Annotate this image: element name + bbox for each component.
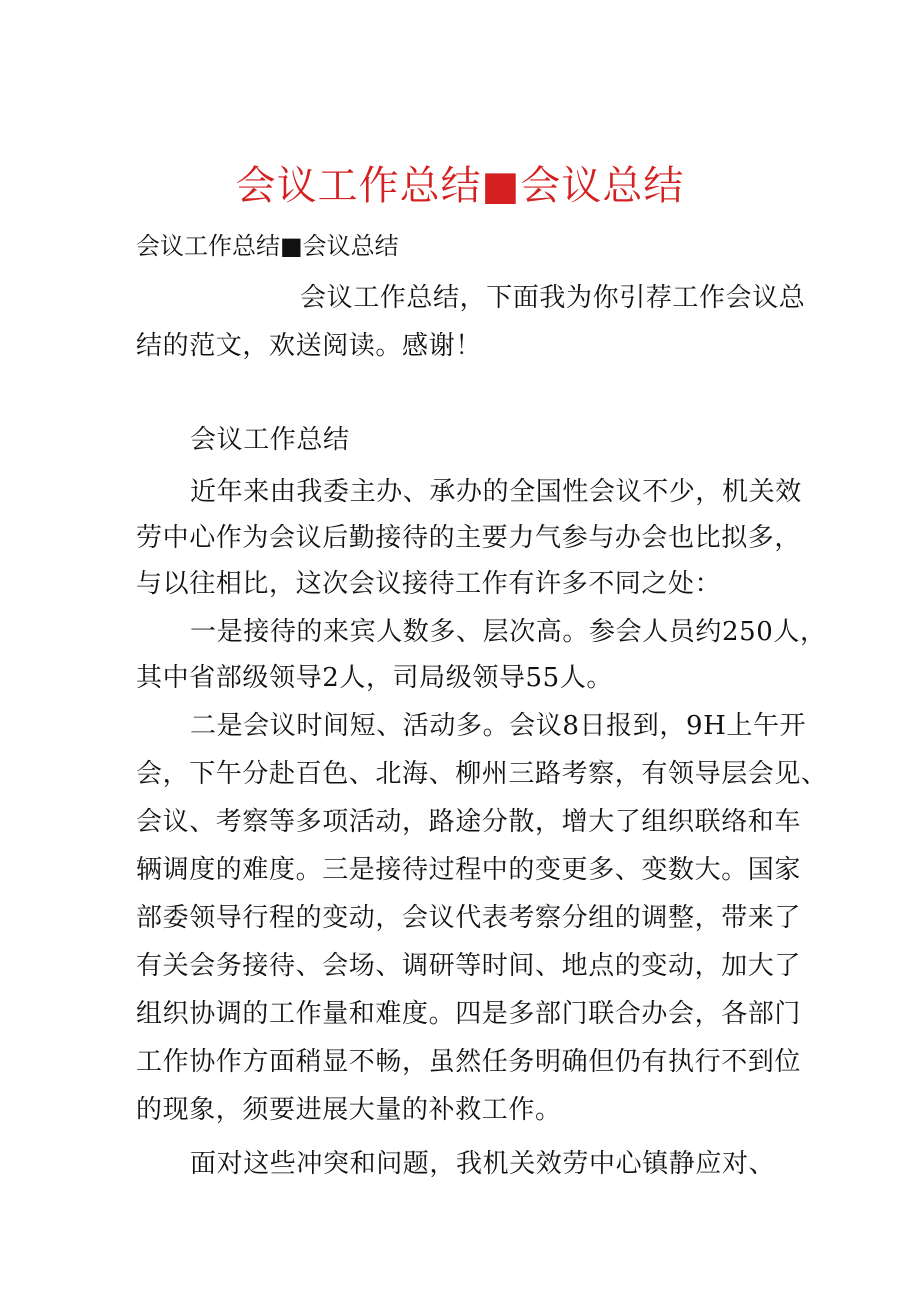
paragraph-line: 部委领导行程的变动，会议代表考察分组的调整，带来了 — [136, 903, 802, 933]
paragraph-line: 辆调度的难度。三是接待过程中的变更多、变数大。国家 — [136, 855, 802, 885]
paragraph-line: 会议、考察等多项活动，路途分散，增大了组织联络和车 — [136, 807, 802, 837]
paragraph-line: 近年来由我委主办、承办的全国性会议不少，机关效 — [190, 477, 802, 507]
paragraph-line: 其中省部级领导2人，司局级领导55人。 — [136, 663, 614, 693]
paragraph-line: 会，下午分赴百色、北海、柳州三路考察，有领导层会见、 — [136, 759, 828, 789]
paragraph-line: 工作协作方面稍显不畅，虽然任务明确但仍有执行不到位 — [136, 1047, 802, 1077]
paragraph-line: 二是会议时间短、活动多。会议8日报到，9H上午开 — [190, 711, 807, 741]
paragraph-line: 有关会务接待、会场、调研等时间、地点的变动，加大了 — [136, 951, 802, 981]
intro-line: 会议工作总结，下面我为你引荐工作会议总 — [300, 283, 806, 313]
intro-line: 结的范文，欢送阅读。感谢！ — [136, 331, 482, 361]
document-subtitle: 会议工作总结■会议总结 — [136, 232, 399, 260]
document-title: 会议工作总结■会议总结 — [235, 163, 685, 209]
paragraph-line: 组织协调的工作量和难度。四是多部门联合办会，各部门 — [136, 999, 802, 1029]
paragraph-line: 的现象，须要进展大量的补救工作。 — [136, 1095, 562, 1125]
paragraph-line: 劳中心作为会议后勤接待的主要力气参与办会也比拟多， — [136, 523, 802, 553]
paragraph-line: 与以往相比，这次会议接待工作有许多不同之处： — [136, 569, 722, 599]
paragraph-line: 一是接待的来宾人数多、层次高。参会人员约250人， — [190, 617, 827, 647]
section-heading: 会议工作总结 — [190, 425, 350, 455]
paragraph-line: 面对这些冲突和问题，我机关效劳中心镇静应对、 — [190, 1149, 776, 1179]
